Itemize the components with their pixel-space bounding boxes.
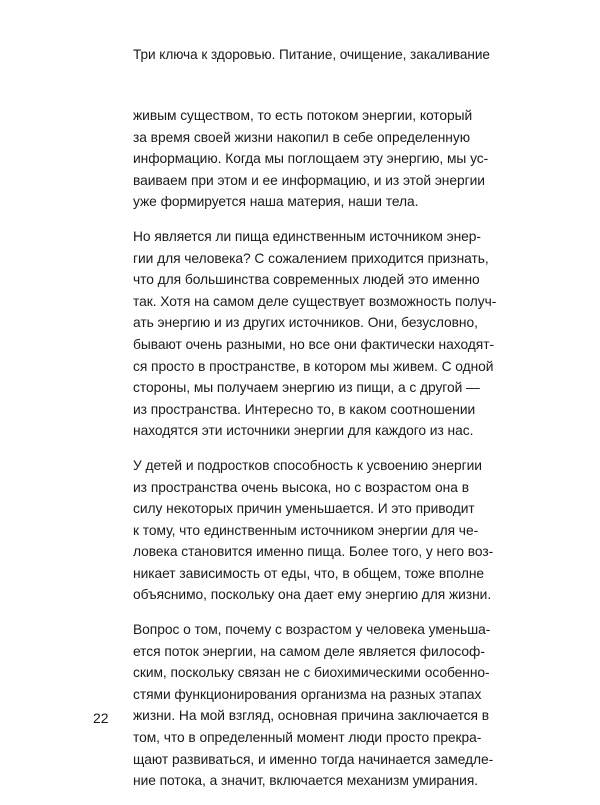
text-line: стями функционирования организма на разных этапах bbox=[133, 686, 482, 702]
text-line: том, что в определенный момент люди просто прекра- bbox=[133, 730, 482, 746]
text-line: щают развиваться, и именно тогда начинается замедле- bbox=[133, 751, 494, 767]
paragraph-2 bbox=[133, 226, 497, 442]
text-line: гии для человека? С сожалением приходится признать, bbox=[133, 250, 489, 266]
text-line: ским, поскольку связан не с биохимическими особенно- bbox=[133, 665, 490, 681]
text-line: Вопрос о том, почему с возрастом у человека уменьша- bbox=[133, 622, 491, 638]
text-line: что для большинства современных людей это именно bbox=[133, 272, 480, 288]
text-line: Но является ли пища единственным источником энер- bbox=[133, 228, 481, 244]
text-line: из пространства очень высока, но с возрастом она в bbox=[133, 479, 469, 495]
body-text bbox=[133, 105, 497, 805]
text-line: У детей и подростков способность к усвоению энергии bbox=[133, 457, 482, 473]
text-line: ется поток энергии, на самом деле является философ- bbox=[133, 643, 485, 659]
text-line: уже формируется наша материя, наши тела. bbox=[133, 194, 419, 210]
text-line: ся просто в пространстве, в котором мы живем. С одной bbox=[133, 358, 494, 374]
text-line: ние потока, а значит, включается механизм умирания. bbox=[133, 773, 479, 789]
running-head: Три ключа к здоровью. Питание, очищение, закаливание bbox=[133, 47, 490, 62]
text-line: информацию. Когда мы поглощаем эту энергию, мы ус- bbox=[133, 151, 489, 167]
paragraph-4 bbox=[133, 619, 494, 792]
text-line: жизни. На мой взгляд, основная причина заключается в bbox=[133, 708, 490, 724]
page-number: 22 bbox=[93, 710, 109, 726]
text-line: ловека становится именно пища. Более того, у него воз- bbox=[133, 544, 494, 560]
text-line: ать энергию и из других источников. Они, безусловно, bbox=[133, 315, 478, 331]
text-line: бывают очень разными, но все они фактически находят- bbox=[133, 336, 495, 352]
text-line: ваиваем при этом и ее информацию, и из этой энергии bbox=[133, 172, 485, 188]
text-line: живым существом, то есть потоком энергии, который bbox=[133, 108, 473, 123]
text-line: объяснимо, поскольку она дает ему энергию для жизни. bbox=[133, 587, 492, 603]
text-line: никает зависимость от еды, что, в общем, тоже вполне bbox=[133, 565, 485, 581]
paragraph-3 bbox=[133, 455, 494, 606]
text-line: силу некоторых причин уменьшается. И это приводит bbox=[133, 501, 475, 517]
text-line: за время своей жизни накопил в себе определенную bbox=[133, 129, 470, 145]
text-line: находятся эти источники энергии для каждого из нас. bbox=[133, 423, 474, 439]
text-line: стороны, мы получаем энергию из пищи, а с другой — bbox=[133, 380, 480, 396]
paragraph-1 bbox=[133, 105, 489, 213]
text-line: к тому, что единственным источником энергии для че- bbox=[133, 522, 479, 538]
text-line: так. Хотя на самом деле существует возможность получ- bbox=[133, 293, 497, 309]
text-line: из пространства. Интересно то, в каком соотношении bbox=[133, 401, 476, 417]
